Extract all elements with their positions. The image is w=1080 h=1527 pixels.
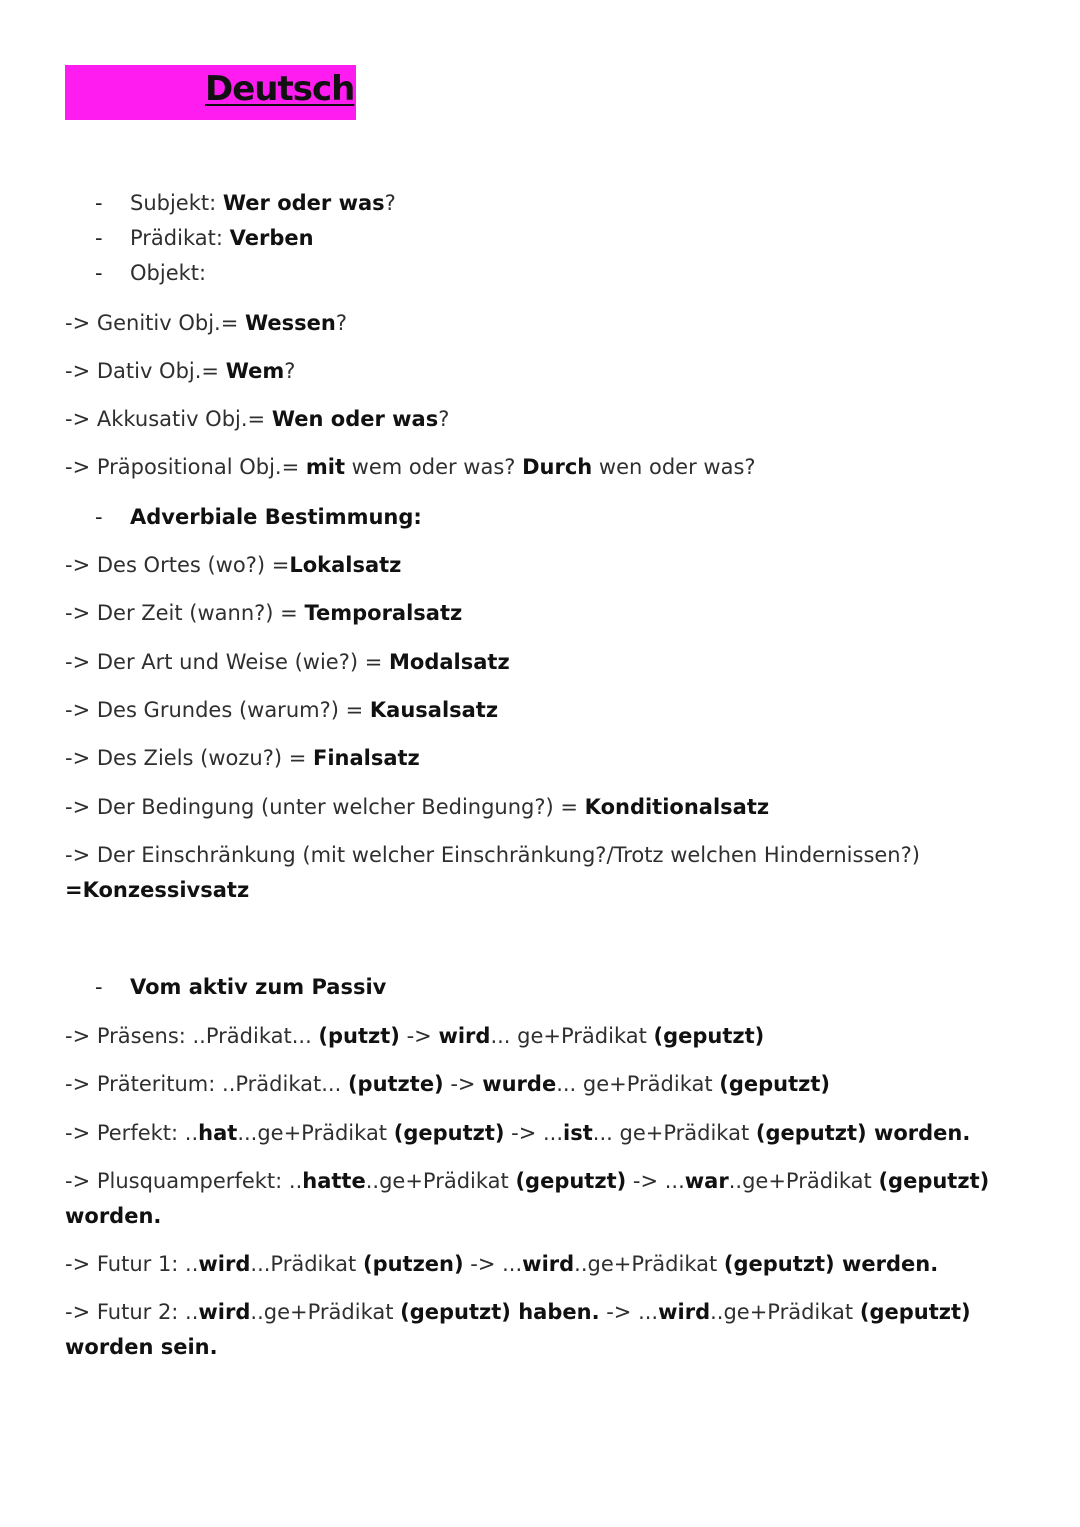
passiv-text-segment: ->: [399, 1024, 439, 1048]
passiv-bold-segment: (putzt): [318, 1024, 400, 1048]
passiv-bold-segment: worden.: [866, 1121, 971, 1145]
adverbiale-label: -> Der Zeit (wann?) =: [65, 601, 305, 625]
subjekt-label: Subjekt:: [130, 191, 217, 215]
page-title: Deutsch: [205, 69, 355, 109]
passiv-bold-segment: wird: [438, 1024, 491, 1048]
passiv-item: [65, 1022, 764, 1050]
passiv-bold-segment: (geputzt): [515, 1169, 627, 1193]
passiv-bold-segment: war: [684, 1169, 729, 1193]
passiv-text-segment: -> Präsens: ..Prädikat...: [65, 1024, 319, 1048]
passiv-text-segment: -> Präteritum: ..Prädikat...: [65, 1072, 348, 1096]
passiv-text-segment: ..ge+Prädikat: [250, 1300, 401, 1324]
passiv-bold-segment: wird: [198, 1252, 251, 1276]
dativ-answer: Wem: [225, 359, 285, 383]
bullet-adverbiale: [95, 503, 422, 531]
passiv-item: [65, 1250, 938, 1278]
passiv-text-segment: -> ...: [599, 1300, 659, 1324]
passiv-text-segment: -> ...: [504, 1121, 564, 1145]
passiv-text-segment: ... ge+Prädikat: [592, 1121, 756, 1145]
passiv-bold-segment: (geputzt): [878, 1169, 990, 1193]
passiv-text-segment: ..ge+Prädikat: [574, 1252, 724, 1276]
passiv-text-segment: -> ...: [626, 1169, 685, 1193]
passiv-text-segment: ->: [443, 1072, 483, 1096]
title-highlight: [65, 65, 356, 120]
passiv-text-segment: ... ge+Prädikat: [556, 1072, 720, 1096]
praepositional-mid: wem oder was?: [344, 455, 523, 479]
passiv-bold-segment: wird: [522, 1252, 575, 1276]
passiv-item-continued: [65, 1333, 218, 1361]
passiv-bold-segment: (geputzt): [723, 1252, 835, 1276]
passiv-text-segment: ..ge+Prädikat: [728, 1169, 879, 1193]
passiv-text-segment: ..ge+Prädikat: [365, 1169, 516, 1193]
adverbiale-label: -> Der Einschränkung (mit welcher Einschränkung?/Trotz welchen Hindernissen?): [65, 843, 920, 867]
praedikat-answer: Verben: [229, 226, 314, 250]
adverbiale-item: [65, 696, 498, 724]
adverbiale-answer: Modalsatz: [389, 650, 510, 674]
passiv-bold-segment: ist: [563, 1121, 593, 1145]
praepositional-tail: wen oder was?: [592, 455, 756, 479]
bullet-subjekt: [95, 189, 396, 217]
passiv-bold-segment: (geputzt): [400, 1300, 511, 1324]
dativ-tail: ?: [284, 359, 296, 383]
akkusativ-label: -> Akkusativ Obj.=: [65, 407, 266, 431]
objekt-genitiv: [65, 309, 347, 337]
adverbiale-item: [65, 599, 462, 627]
dash-icon: -: [95, 226, 103, 250]
passiv-text-segment: ..ge+Prädikat: [710, 1300, 860, 1324]
genitiv-answer: Wessen: [245, 311, 336, 335]
adverbiale-answer: Konditionalsatz: [584, 795, 770, 819]
dash-icon: -: [95, 261, 103, 285]
passiv-bold-segment: wird: [658, 1300, 711, 1324]
passiv-bold-segment: haben.: [510, 1300, 600, 1324]
passiv-bold-segment: wird: [198, 1300, 251, 1324]
subjekt-answer: Wer oder was: [222, 191, 385, 215]
passiv-bold-segment: werden.: [834, 1252, 939, 1276]
adverbiale-item-continued: [65, 876, 249, 904]
akkusativ-answer: Wen oder was: [271, 407, 439, 431]
passiv-text-segment: ...ge+Prädikat: [237, 1121, 394, 1145]
passiv-item: [65, 1298, 971, 1326]
passiv-bold-segment: wurde: [482, 1072, 557, 1096]
akkusativ-tail: ?: [438, 407, 450, 431]
passiv-bold-segment: (geputzt): [719, 1072, 831, 1096]
passiv-item: [65, 1119, 970, 1147]
adverbiale-label: -> Des Ortes (wo?) =: [65, 553, 290, 577]
adverbiale-answer: Finalsatz: [312, 746, 420, 770]
dash-icon: -: [95, 191, 103, 215]
passiv-bold-segment: (geputzt): [393, 1121, 505, 1145]
passiv-text-segment: -> ...: [463, 1252, 523, 1276]
praepositional-label: -> Präpositional Obj.=: [65, 455, 300, 479]
adverbiale-answer: Temporalsatz: [304, 601, 463, 625]
adverbiale-item: [65, 648, 510, 676]
passiv-text-segment: ...Prädikat: [250, 1252, 363, 1276]
adverbiale-label: -> Der Bedingung (unter welcher Bedingung?) =: [65, 795, 585, 819]
adverbiale-item: [65, 793, 769, 821]
bullet-praedikat: [95, 224, 314, 252]
objekt-praepositional: [65, 453, 756, 481]
adverbiale-label: -> Des Ziels (wozu?) =: [65, 746, 313, 770]
objekt-dativ: [65, 357, 295, 385]
dash-icon: -: [95, 975, 103, 999]
objekt-akkusativ: [65, 405, 449, 433]
passiv-bold-segment: (geputzt): [859, 1300, 971, 1324]
genitiv-label: -> Genitiv Obj.=: [65, 311, 239, 335]
passiv-bold-segment: (putzte): [347, 1072, 444, 1096]
passiv-bold-segment: (geputzt): [755, 1121, 867, 1145]
adverbiale-item: [65, 551, 401, 579]
adverbiale-item: [65, 744, 420, 772]
adverbiale-answer: =Konzessivsatz: [65, 878, 250, 902]
passiv-bold-segment: worden.: [65, 1204, 162, 1228]
dativ-label: -> Dativ Obj.=: [65, 359, 220, 383]
passiv-text-segment: -> Perfekt: ..: [65, 1121, 199, 1145]
passiv-heading: Vom aktiv zum Passiv: [130, 975, 387, 999]
bullet-objekt: [95, 259, 206, 287]
passiv-text-segment: -> Futur 2: ..: [65, 1300, 199, 1324]
passiv-text-segment: ... ge+Prädikat: [490, 1024, 654, 1048]
passiv-item-continued: [65, 1202, 161, 1230]
adverbiale-item: [65, 841, 920, 869]
subjekt-tail: ?: [384, 191, 396, 215]
adverbiale-answer: Lokalsatz: [289, 553, 402, 577]
passiv-bold-segment: hat: [198, 1121, 238, 1145]
passiv-bold-segment: (geputzt): [653, 1024, 765, 1048]
genitiv-tail: ?: [335, 311, 348, 335]
adverbiale-label: -> Des Grundes (warum?) =: [65, 698, 370, 722]
bullet-passiv: [95, 973, 386, 1001]
praedikat-label: Prädikat:: [130, 226, 223, 250]
passiv-bold-segment: hatte: [302, 1169, 366, 1193]
praepositional-answer: mit: [305, 455, 345, 479]
passiv-item: [65, 1070, 830, 1098]
adverbiale-heading: Adverbiale Bestimmung:: [130, 505, 422, 529]
passiv-item: [65, 1167, 989, 1195]
dash-icon: -: [95, 505, 103, 529]
passiv-bold-segment: worden sein.: [65, 1335, 218, 1359]
adverbiale-label: -> Der Art und Weise (wie?) =: [65, 650, 390, 674]
passiv-text-segment: -> Plusquamperfekt: ..: [65, 1169, 303, 1193]
adverbiale-answer: Kausalsatz: [369, 698, 499, 722]
passiv-text-segment: -> Futur 1: ..: [65, 1252, 199, 1276]
passiv-bold-segment: (putzen): [362, 1252, 464, 1276]
objekt-label: Objekt:: [130, 261, 207, 285]
praepositional-answer2: Durch: [522, 455, 593, 479]
